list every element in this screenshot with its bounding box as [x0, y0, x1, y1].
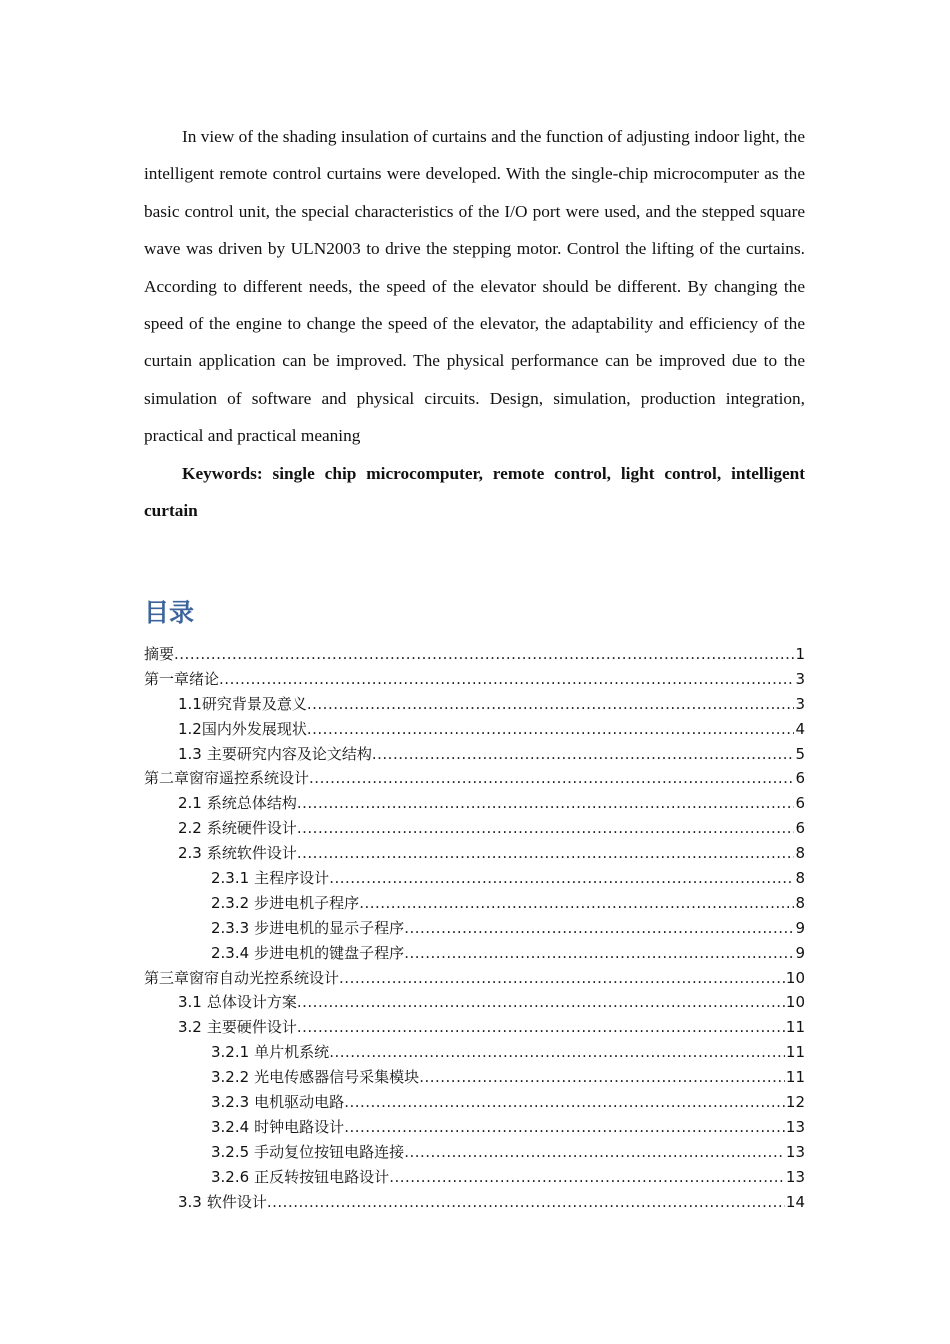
toc-entry-page: 9 [795, 943, 805, 962]
toc-entry-number: 2.2 [178, 819, 202, 838]
toc-entry-page: 6 [795, 794, 805, 813]
toc-entry-label: 系统硬件设计 [206, 819, 297, 838]
toc-entry-page: 5 [795, 744, 805, 763]
toc-leader-dots [329, 1040, 785, 1065]
toc-leader-dots [219, 667, 794, 692]
toc-entry-number: 3.2.3 [211, 1093, 250, 1112]
toc-entry[interactable] [144, 1015, 805, 1040]
keywords-paragraph: Keywords: single chip microcomputer, remote control, light control, intelligent curtain [144, 463, 805, 521]
toc-entry[interactable] [144, 1090, 805, 1115]
toc-entry[interactable] [144, 717, 805, 742]
toc-entry-page: 9 [795, 918, 805, 937]
toc-leader-dots [404, 941, 794, 966]
toc-entry-number: 3.2.5 [211, 1142, 250, 1161]
toc-leader-dots [297, 990, 785, 1015]
toc-entry-page: 3 [795, 694, 805, 713]
toc-entry[interactable] [144, 891, 805, 916]
toc-entry-label: 电机驱动电路 [254, 1093, 345, 1112]
toc-entry-page: 12 [785, 1093, 805, 1112]
toc-entry-page: 11 [785, 1068, 805, 1087]
toc-entry[interactable] [144, 642, 805, 667]
toc-entry-number: 3.2.1 [211, 1043, 250, 1062]
toc-leader-dots [344, 1115, 785, 1140]
toc-leader-dots [307, 692, 795, 717]
toc-entry-label: 时钟电路设计 [254, 1117, 345, 1136]
toc-leader-dots [309, 766, 794, 791]
toc-entry-label: 窗帘自动光控系统设计 [189, 968, 340, 987]
toc-entry-label: 研究背景及意义 [201, 694, 307, 713]
toc-entry-label: 单片机系统 [254, 1043, 330, 1062]
toc-entry-number: 2.3 [178, 844, 202, 863]
toc-entry-page: 11 [785, 1018, 805, 1037]
toc-entry[interactable] [144, 816, 805, 841]
toc-entry[interactable] [144, 916, 805, 941]
toc-entry-number: 3.2.2 [211, 1068, 250, 1087]
toc-entry-number: 3.1 [178, 993, 202, 1012]
toc-entry-label: 摘要 [144, 645, 175, 663]
toc-entry-number: 第二章 [144, 769, 190, 788]
toc-entry-number: 1.1 [178, 694, 202, 713]
toc-entry[interactable] [144, 1040, 805, 1065]
toc-entry-number: 2.1 [178, 794, 202, 813]
toc-entry[interactable] [144, 791, 805, 816]
document-page [144, 118, 805, 1211]
toc-entry-page: 6 [795, 819, 805, 838]
toc-entry-page: 8 [795, 844, 805, 863]
toc-entry-page: 6 [795, 769, 805, 788]
toc-entry-page: 13 [785, 1167, 805, 1186]
toc-entry-label: 系统软件设计 [206, 844, 297, 863]
toc-entry-label: 主要硬件设计 [206, 1018, 297, 1037]
toc-entry[interactable] [144, 1140, 805, 1165]
abstract-paragraph: In view of the shading insulation of curtains and the function of adjusting indoor light, the intelligent remote control curtains were developed. With the single-chip microcomputer as the basic control unit, the special characteristics of the I/O port were used, and the stepped square wave was driven by ULN2003 to drive the stepping motor. Control the lifting of the curtains. According to different needs, the speed of the elevator should be different. By changing the speed of the engine to change the speed of the elevator, the adaptability and efficiency of the curtain application can be improved. The physical performance can be improved due to the simulation of software and physical circuits. Design, simulation, production integration, practical and practical meaning [144, 127, 805, 446]
toc-entry-label: 主程序设计 [254, 869, 330, 888]
toc-entry-number: 3.2.4 [211, 1117, 250, 1136]
toc-entry-label: 步进电机的显示子程序 [254, 918, 405, 937]
toc-entry[interactable] [144, 1115, 805, 1140]
toc-entry-label: 手动复位按钮电路连接 [254, 1142, 405, 1161]
toc-leader-dots [297, 841, 795, 866]
toc-entry[interactable] [144, 990, 805, 1015]
toc-leader-dots [307, 717, 795, 742]
toc-entry-number: 2.3.2 [211, 893, 250, 912]
toc-entry-page: 10 [785, 993, 805, 1012]
toc-entry-label: 光电传感器信号采集模块 [254, 1068, 420, 1087]
toc-entry-number: 第一章 [144, 669, 190, 688]
toc-entry-number: 第三章 [144, 968, 190, 987]
toc-leader-dots [359, 891, 794, 916]
toc-entry-label: 窗帘遥控系统设计 [189, 769, 310, 788]
toc-entry[interactable] [144, 941, 805, 966]
toc-entry[interactable] [144, 966, 805, 991]
toc-entry-number: 3.2.6 [211, 1167, 250, 1186]
toc-entry-page: 8 [795, 869, 805, 888]
toc-entry-label: 步进电机子程序 [254, 893, 360, 912]
toc-leader-dots [267, 1190, 785, 1215]
toc-entry-page: 13 [785, 1142, 805, 1161]
toc-entry-label: 软件设计 [206, 1192, 267, 1211]
toc-entry-page: 4 [795, 719, 805, 738]
toc-leader-dots [329, 866, 794, 891]
toc-entry-number: 2.3.1 [211, 869, 250, 888]
toc-entry[interactable] [144, 1065, 805, 1090]
toc-entry-page: 11 [785, 1043, 805, 1062]
toc-entry-label: 总体设计方案 [206, 993, 297, 1012]
toc-title: 目录 [144, 598, 195, 627]
toc-entry-page: 3 [795, 669, 805, 688]
table-of-contents [144, 642, 805, 1214]
toc-entry-label: 系统总体结构 [206, 794, 297, 813]
toc-leader-dots [389, 1165, 785, 1190]
toc-entry-label: 绪论 [189, 669, 220, 688]
toc-entry-number: 1.2 [178, 719, 202, 738]
toc-entry[interactable] [144, 1190, 805, 1215]
toc-entry[interactable] [144, 766, 805, 791]
toc-leader-dots [297, 791, 795, 816]
toc-leader-dots [372, 742, 795, 767]
toc-entry-page: 8 [795, 893, 805, 912]
toc-entry-page: 13 [785, 1117, 805, 1136]
toc-entry[interactable] [144, 692, 805, 717]
toc-entry-label: 主要研究内容及论文结构 [206, 744, 372, 763]
toc-entry-number: 1.3 [178, 744, 202, 763]
toc-leader-dots [339, 966, 785, 991]
toc-leader-dots [174, 642, 794, 667]
toc-leader-dots [404, 916, 794, 941]
toc-leader-dots [344, 1090, 785, 1115]
toc-entry-page: 14 [785, 1192, 805, 1211]
toc-entry[interactable] [144, 841, 805, 866]
toc-entry-page: 1 [795, 645, 805, 663]
toc-entry[interactable] [144, 1165, 805, 1190]
toc-leader-dots [297, 816, 795, 841]
toc-entry[interactable] [144, 866, 805, 891]
toc-entry-page: 10 [785, 968, 805, 987]
toc-entry-number: 2.3.3 [211, 918, 250, 937]
toc-entry-label: 步进电机的键盘子程序 [254, 943, 405, 962]
toc-entry[interactable] [144, 742, 805, 767]
toc-entry-label: 正反转按钮电路设计 [254, 1167, 390, 1186]
toc-entry-number: 3.2 [178, 1018, 202, 1037]
toc-entry[interactable] [144, 667, 805, 692]
toc-entry-label: 国内外发展现状 [201, 719, 307, 738]
toc-entry-number: 3.3 [178, 1192, 202, 1211]
toc-leader-dots [404, 1140, 785, 1165]
toc-leader-dots [419, 1065, 785, 1090]
toc-leader-dots [297, 1015, 785, 1040]
toc-entry-number: 2.3.4 [211, 943, 250, 962]
